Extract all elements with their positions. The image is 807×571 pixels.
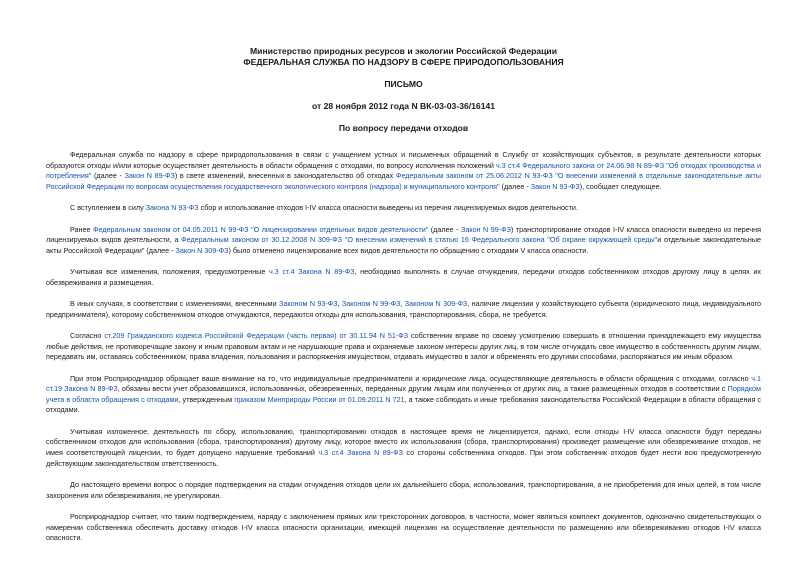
paragraph-text: С вступлением в силу bbox=[70, 203, 146, 213]
body-paragraph bbox=[46, 267, 761, 288]
legal-reference-link[interactable]: ст.209 Гражданского кодекса Российской Федерации (часть первая) от 30.11.94 N 51-ФЗ bbox=[104, 331, 409, 341]
legal-reference-link[interactable]: Федеральным законом от 04.05.2011 N 99-ФЗ "О лицензировании отдельных видов деятельности" bbox=[93, 224, 429, 234]
document-subject: По вопросу передачи отходов bbox=[338, 123, 469, 133]
document-date-number: от 28 ноября 2012 года N ВК-03-03-36/16141 bbox=[311, 101, 496, 111]
legal-reference-link[interactable]: Федеральным законом от 25.06.2012 N 93-ФЗ "О внесении изменений в отдельные законодательные акты Российской Федерации по вопросам осуществления государственного экологического контроля (надзора) и муниципального контроля" bbox=[46, 171, 761, 191]
legal-reference-link[interactable]: Законом N 93-ФЗ bbox=[278, 299, 338, 309]
legal-reference-link[interactable]: приказом Минприроды России от 01.09.2011 N 721 bbox=[234, 394, 405, 404]
paragraph-text: Согласно bbox=[70, 331, 105, 341]
paragraph-text: , утвержденным bbox=[178, 394, 235, 404]
legal-reference-link[interactable]: Законом N 309-ФЗ bbox=[404, 299, 468, 309]
legal-reference-link[interactable]: Закон N 93-ФЗ bbox=[530, 181, 580, 191]
legal-reference-link[interactable]: Закон N 99-ФЗ bbox=[461, 224, 511, 234]
paragraph-text: , обязаны вести учет образовавшихся, использованных, обезвреженных, переданных другим лицам или полученных от других лиц, а также размещенных отходов в соответствии с bbox=[117, 384, 728, 394]
paragraph-text: ), сообщает следующее. bbox=[579, 181, 662, 191]
paragraph-text: До настоящего времени вопрос о порядке подтверждения на стадии отчуждения отходов цели их дальнейшего сбора, использования, транспортирования, а не приобретения для иных целей, в том числе захоронения или обезвреживания, не урегулирован. bbox=[46, 480, 761, 500]
paragraph-text: , bbox=[400, 299, 405, 309]
paragraph-text: Учитывая все изменения, положения, предусмотренные bbox=[70, 267, 270, 277]
paragraph-text: При этом Росприроднадзор обращает ваше внимание на то, что индивидуальные предприниматели и юридические лица, осуществляющие деятельность в области обращения с отходами, согласно bbox=[70, 373, 752, 383]
body-paragraph bbox=[46, 150, 761, 192]
paragraph-text: , необходимо выполнять в случае отчуждения, передачи отходов собственником отходов другому лицу в целях их обезвреживания и размещения. bbox=[46, 267, 761, 287]
paragraph-text: (далее - bbox=[428, 224, 461, 234]
legal-reference-link[interactable]: Закон N 309-ФЗ bbox=[175, 245, 229, 255]
legal-reference-link[interactable]: Порядком учета в области обращения с отходами bbox=[46, 384, 761, 404]
legal-reference-link[interactable]: Федеральным законом от 30.12.2008 N 309-ФЗ "О внесении изменений в статью 16 Федерального закона "Об охране окружающей среды" bbox=[181, 235, 658, 245]
body-paragraph bbox=[46, 299, 761, 320]
legal-reference-link[interactable]: ч.1 ст.19 Закона N 89-ФЗ bbox=[46, 373, 761, 394]
paragraph-text: (далее - bbox=[91, 171, 125, 181]
paragraph-text: сбор и использование отходов I-IV класса опасности выведены из перечня лицензируемых видов деятельности. bbox=[198, 203, 578, 213]
service-name: ФЕДЕРАЛЬНАЯ СЛУЖБА ПО НАДЗОРУ В СФЕРЕ ПРИРОДОПОЛЬЗОВАНИЯ bbox=[243, 57, 564, 67]
body-paragraph bbox=[46, 203, 761, 214]
paragraph-text: , а также соблюдать и иные требования законодательства Российской Федерации в области обращения с отходами. bbox=[46, 394, 762, 415]
body-paragraph bbox=[46, 374, 761, 416]
paragraph-text: Ранее bbox=[70, 224, 94, 234]
paragraph-text: Учитывая изложенное, деятельность по сбору, использованию, транспортированию отходов в настоящее время не лицензируется, однако, если отходы I-IV класса опасности будут переданы собственником отходов для использования (сбора, транспортирования) другому лицу, которое вместо их использования (сбора, транспортирования) произведет размещение или обезвреживание отходов, не имея соответствующей лицензии, то будет допущено нарушение требований bbox=[46, 426, 761, 458]
paragraph-text: ) было отменено лицензирование всех видов деятельности по обращению с отходами V класса опасности. bbox=[228, 245, 589, 255]
body-paragraph bbox=[46, 225, 761, 257]
ministry-name: Министерство природных ресурсов и экологии Российской Федерации bbox=[250, 46, 557, 56]
paragraph-text: , наличие лицензии у хозяйствующего субъекта (юридического лица, индивидуального предпринимателя), которому собственником отходов отчуждаются, передаются отходы для использования, транспортирования, сбора, не требуется. bbox=[46, 299, 761, 319]
legal-reference-link[interactable]: Закон N 89-ФЗ bbox=[124, 171, 175, 181]
body-paragraph bbox=[46, 480, 761, 501]
body-paragraph bbox=[46, 512, 761, 544]
legal-reference-link[interactable]: Закона N 93-ФЗ bbox=[145, 203, 199, 213]
paragraph-text: ) транспортирование отходов I-IV класса опасности выведено из перечня лицензируемых видов деятельности, а bbox=[46, 224, 761, 245]
body-paragraph bbox=[46, 427, 761, 469]
body-paragraph bbox=[46, 331, 761, 363]
paragraph-text: собственник вправе по своему усмотрению совершать в отношении принадлежащего ему имущества любые действия, не противоречащие закону и иным правовым актам и не нарушающие права и охраняемые законом интересы других лиц, в том числе отчуждать свое имущество в собственность другим лицам, передавать им, оставаясь собственником, права владения, пользования и распоряжения имуществом, отдавать имущество в залог и обременять его другими способами, распоряжаться им иным образом. bbox=[46, 331, 761, 362]
paragraph-text: и отдельные законодательные акты Российской Федерации" (далее - bbox=[46, 235, 761, 255]
paragraph-text: Федеральная служба по надзору в сфере природопользования в связи с учащением устных и письменных обращений в Службу от хозяйствующих субъектов, в результате деятельности которых образуются отходы и/или которые осуществляет деятельность в области обращения с отходами, по вопросу исполнения положений bbox=[46, 150, 761, 170]
paragraph-text: , bbox=[337, 299, 342, 309]
legal-reference-link[interactable]: ч.3 ст.4 Федерального закона от 24.06.98 N 89-ФЗ "Об отходах производства и потребления" bbox=[46, 160, 761, 181]
legal-reference-link[interactable]: ч.3 ст.4 Закона N 89-ФЗ bbox=[318, 448, 403, 458]
paragraph-text: Росприроднадзор считает, что таким подтверждением, наряду с заключением прямых или трехсторонних договоров, в частности, может являться комплект документов, однозначно свидетельствующих о намерении собственника обеспечить доставку отходов I-IV класса опасности организации, имеющей лицензию на осуществление деятельности по размещению или обезвреживанию отходов I-IV класса опасности. bbox=[46, 512, 761, 543]
legal-reference-link[interactable]: ч.3 ст.4 Закона N 89-ФЗ bbox=[269, 267, 355, 277]
document-type: ПИСЬМО bbox=[384, 79, 423, 89]
paragraph-text: ) в свете изменений, внесенных в законодательство об отходах bbox=[174, 171, 396, 181]
document-body bbox=[46, 150, 761, 555]
paragraph-text: (далее - bbox=[499, 181, 531, 191]
paragraph-text: В иных случаях, в соответствии с изменениями, внесенными bbox=[70, 299, 279, 309]
legal-reference-link[interactable]: Законом N 99-ФЗ bbox=[341, 299, 401, 309]
paragraph-text: со стороны собственника отходов. При этом собственник отходов будет нести всю предусмотренную действующим законодательством ответственность. bbox=[46, 448, 761, 468]
